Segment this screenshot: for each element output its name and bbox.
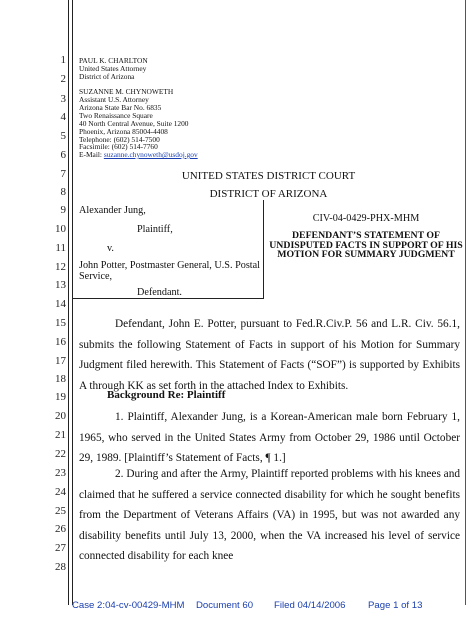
line-number: 11	[55, 242, 66, 254]
assistant-title: Assistant U.S. Attorney	[79, 95, 149, 104]
telephone: Telephone: (602) 514-7500	[79, 135, 160, 144]
line-number: 3	[60, 93, 66, 105]
document-footer	[72, 600, 465, 614]
line-number: 26	[55, 523, 66, 535]
email-link[interactable]: suzanne.chynoweth@usdoj.gov	[103, 150, 198, 159]
attorney-name: PAUL K. CHARLTON	[79, 56, 148, 65]
footer-document: Document 60	[196, 600, 254, 611]
line-number: 12	[55, 261, 66, 273]
line-number: 23	[55, 467, 66, 479]
caption-divider-bottom	[73, 298, 263, 299]
line-number: 10	[55, 223, 66, 235]
line-number: 16	[55, 336, 66, 348]
address-line-2: 40 North Central Avenue, Suite 1200	[79, 119, 189, 128]
versus: v.	[107, 243, 114, 254]
left-margin-rule	[68, 0, 69, 605]
plaintiff-role: Plaintiff,	[137, 224, 173, 235]
line-number: 13	[55, 279, 66, 291]
document-title: DEFENDANT’S STATEMENT OF UNDISPUTED FACTS IN SUPPORT OF HIS MOTION FOR SUMMARY JUDGMENT	[269, 230, 463, 261]
court-name: UNITED STATES DISTRICT COURT	[181, 170, 356, 182]
assistant-name: SUZANNE M. CHYNOWETH	[79, 87, 174, 96]
bar-number: Arizona State Bar No. 6835	[79, 103, 162, 112]
address-line-3: Phoenix, Arizona 85004-4408	[79, 127, 168, 136]
line-number: 15	[55, 317, 66, 329]
section-heading: Background Re: Plaintiff	[107, 389, 226, 401]
line-number: 8	[60, 186, 66, 198]
email-label: E-Mail:	[79, 150, 104, 159]
line-number: 28	[55, 561, 66, 573]
line-number: 1	[60, 54, 66, 66]
line-number: 20	[55, 410, 66, 422]
footer-filed: Filed 04/14/2006	[274, 600, 346, 611]
line-number: 18	[55, 373, 66, 385]
line-number: 5	[60, 130, 66, 142]
email-line	[79, 151, 198, 159]
fact-paragraph-2: 2. During and after the Army, Plaintiff reported problems with his knees and claimed that he suffered a service connected disability for which he sought benefits from the Department of Veterans Affairs (VA) in 1995, but was not awarded any disability benefits until July 13, 2000, when the VA increased his level of service connected disability for each knee	[79, 468, 460, 562]
court-district: DISTRICT OF ARIZONA	[209, 188, 328, 200]
facsimile: Facsimile: (602) 514-7760	[79, 142, 158, 151]
line-number: 19	[55, 391, 66, 403]
caption-divider-right	[263, 200, 264, 299]
defendant-role: Defendant.	[137, 287, 182, 298]
line-number: 22	[55, 448, 66, 460]
intro-paragraph: Defendant, John E. Potter, pursuant to Fed.R.Civ.P. 56 and L.R. Civ. 56.1, submits the following Statement of Facts in support of his Motion for Summary Judgment filed herewith. This Statement of Facts (“SOF”) is supported by Exhibits A through KK as set forth in the attached Index to Exhibits.	[79, 318, 460, 392]
line-number: 7	[60, 168, 66, 180]
line-number: 17	[55, 355, 66, 367]
address-line-1: Two Renaissance Square	[79, 111, 153, 120]
line-number: 4	[60, 111, 66, 123]
fact-paragraph-1: 1. Plaintiff, Alexander Jung, is a Korean-American male born February 1, 1965, who served in the United States Army from October 29, 1986 until October 29, 1989. [Plaintiff’s Statement of Facts, ¶ 1.]	[79, 411, 460, 464]
footer-page: Page 1 of 13	[368, 600, 423, 611]
case-number: CIV-04-0429-PHX-MHM	[312, 213, 420, 224]
line-number: 2	[60, 73, 66, 85]
plaintiff-name: Alexander Jung,	[79, 205, 146, 216]
attorney-title: United States Attorney	[79, 64, 147, 73]
line-number: 14	[55, 298, 66, 310]
line-number: 27	[55, 542, 66, 554]
left-margin-rule-inner	[72, 0, 73, 605]
line-number: 9	[60, 204, 66, 216]
defendant-name: John Potter, Postmaster General, U.S. Postal Service,	[79, 260, 260, 282]
right-margin-rule	[465, 0, 466, 605]
line-number: 25	[55, 505, 66, 517]
attorney-district: District of Arizona	[79, 72, 135, 81]
line-number: 6	[60, 149, 66, 161]
line-number: 24	[55, 486, 66, 498]
footer-case: Case 2:04-cv-00429-MHM	[72, 600, 185, 611]
line-number: 21	[55, 429, 66, 441]
